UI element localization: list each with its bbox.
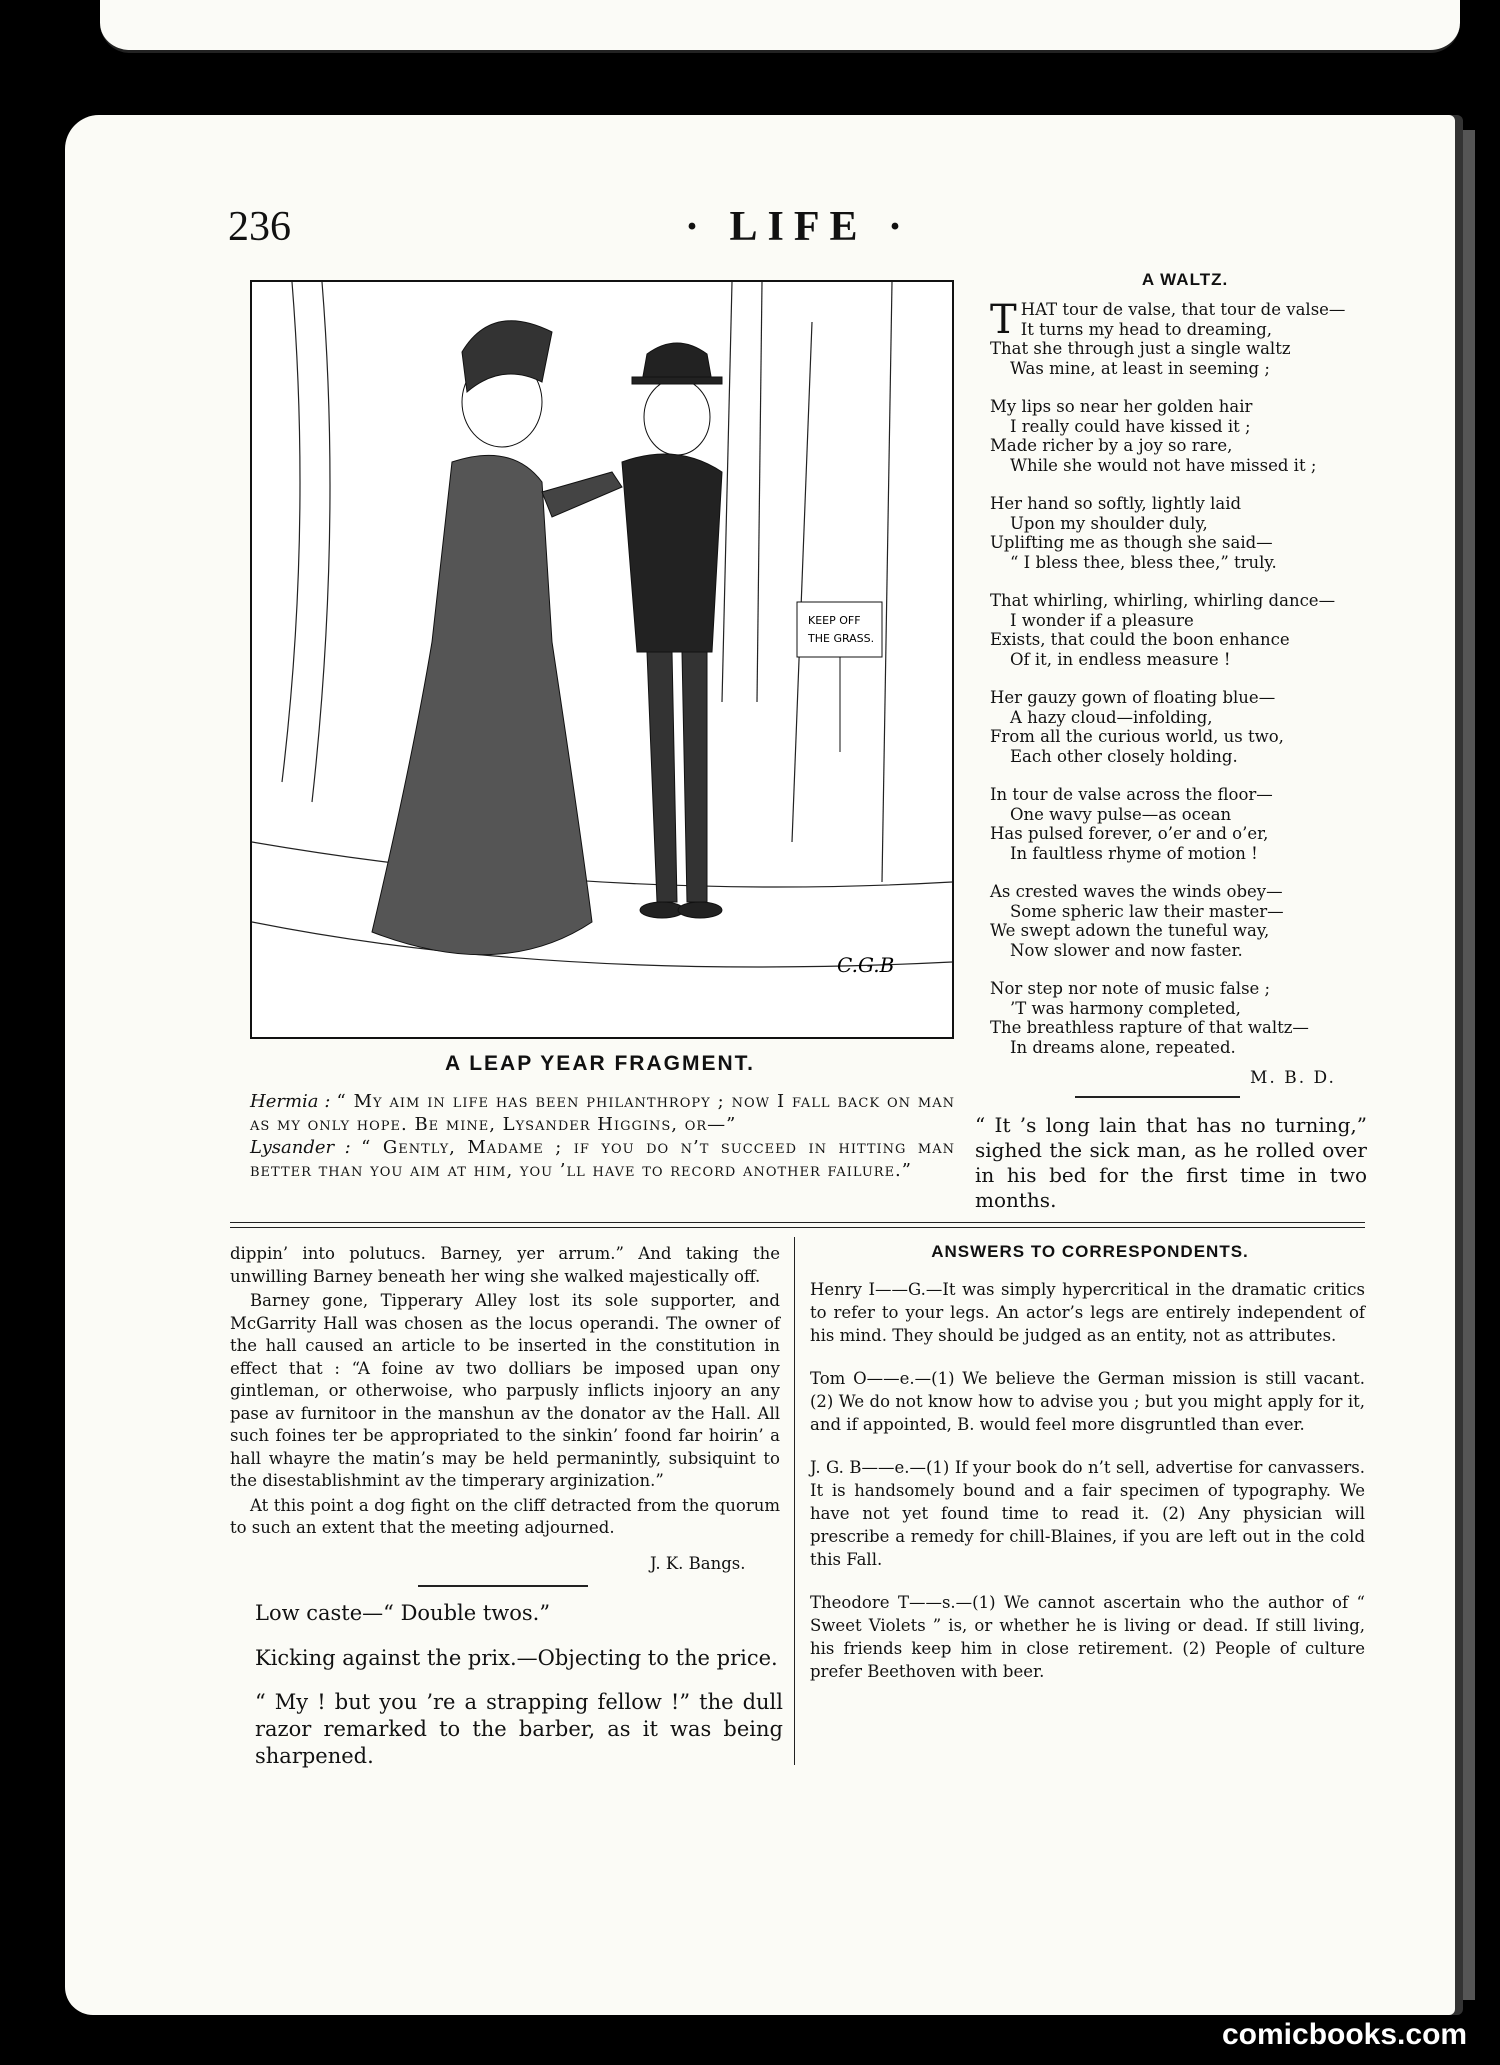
- story-paragraph: dippin’ into polutucs. Barney, yer arrum.” And taking the unwilling Barney beneath her wing she walked majestically off.: [230, 1244, 780, 1286]
- section-divider: [230, 1222, 1365, 1223]
- poem-line: Nor step nor note of music false ;: [990, 979, 1271, 998]
- cartoon-title: A LEAP YEAR FRAGMENT.: [445, 1052, 755, 1075]
- poem-line: ’T was harmony completed,: [1010, 998, 1241, 1018]
- poem-stanza: [990, 882, 1390, 960]
- keep-off-sign: [797, 602, 882, 657]
- answers-title: ANSWERS TO CORRESPONDENTS.: [931, 1242, 1249, 1261]
- poem-line: One wavy pulse—as ocean: [1010, 804, 1232, 824]
- sign-text-2: THE GRASS.: [808, 632, 875, 645]
- poem-line: In faultless rhyme of motion !: [1010, 843, 1258, 863]
- poem-title: A WALTZ.: [1141, 270, 1229, 289]
- poem-line: From all the curious world, us two,: [990, 727, 1284, 746]
- poem-line: Has pulsed forever, o’er and o’er,: [990, 824, 1269, 843]
- story-text: [230, 1243, 780, 1542]
- joke-kicking: Kicking against the prix.—Objecting to the price.: [255, 1646, 778, 1670]
- poem-line: Exists, that could the boon enhance: [990, 630, 1290, 649]
- artist-monogram: C.G.B: [837, 953, 895, 977]
- answer-item: Theodore T——s.—(1) We cannot ascertain who the author of “ Sweet Violets ” is, or whether he is living or dead. If still living, his friends keep him in close retirement. (2) People of culture prefer Beethoven with beer.: [810, 1593, 1365, 1681]
- poem-stanza: [990, 591, 1390, 669]
- poem-line: Of it, in endless measure !: [1010, 649, 1231, 669]
- hermia-speaker: Hermia :: [250, 1091, 331, 1112]
- poem-line: Her gauzy gown of floating blue—: [990, 688, 1276, 707]
- poem-line: Was mine, at least in seeming ;: [1010, 358, 1270, 378]
- poem-line: In tour de valse across the floor—: [990, 785, 1273, 804]
- poem-line: The breathless rapture of that waltz—: [990, 1018, 1309, 1037]
- page-number: 236: [228, 204, 291, 250]
- poem-line: That she through just a single waltz: [990, 339, 1291, 358]
- poem-line: While she would not have missed it ;: [1010, 455, 1317, 475]
- poem-line: It turns my head to dreaming,: [1020, 319, 1273, 339]
- poem-line: My lips so near her golden hair: [990, 397, 1253, 416]
- masthead-title: · LIFE ·: [685, 204, 913, 250]
- poem-line: I really could have kissed it ;: [1010, 416, 1251, 436]
- cartoon-caption: [250, 1090, 955, 1182]
- poem-line: Her hand so softly, lightly laid: [990, 494, 1242, 513]
- poem-line: Now slower and now faster.: [1010, 940, 1243, 960]
- poem-stanza: [990, 297, 1390, 378]
- story-paragraph: At this point a dog fight on the cliff detracted from the quorum to such an extent that the meeting adjourned.: [230, 1495, 780, 1537]
- answer-item: Henry I——G.—It was simply hypercritical in the dramatic critics to refer to your legs. An actor’s legs are entirely independent of his mind. They should be judged as an entity, not as attributes.: [810, 1280, 1365, 1345]
- joke-long-lane: “ It ’s long lain that has no turning,” sighed the sick man, as he rolled over in his bed for the first time in two months.: [975, 1113, 1367, 1212]
- joke-low-caste: Low caste—“ Double twos.”: [255, 1601, 551, 1625]
- tree-trunk: [282, 282, 300, 782]
- poem-stanza: [990, 785, 1390, 863]
- poem-dropcap: T: [990, 297, 1017, 343]
- answer-item: Tom O——e.—(1) We believe the German mission is still vacant. (2) We do not know how to advise you ; but you might apply for it, and if appointed, B. would feel more disgruntled than ever.: [810, 1369, 1365, 1434]
- poem-line: In dreams alone, repeated.: [1010, 1037, 1236, 1057]
- answers-list: [810, 1278, 1365, 1703]
- poem-line: Each other closely holding.: [1010, 746, 1238, 766]
- cartoon-illustration: [250, 280, 954, 1039]
- poem-stanza: [990, 979, 1390, 1057]
- divider: [1075, 1096, 1240, 1098]
- sign-text-1: KEEP OFF: [808, 614, 861, 627]
- poem-stanza: [990, 688, 1390, 766]
- poem-stanza: [990, 494, 1390, 572]
- poem-body: [990, 297, 1390, 1076]
- poem-line: As crested waves the winds obey—: [990, 882, 1283, 901]
- poem-line: A hazy cloud—infolding,: [1010, 707, 1213, 727]
- poem-line: HAT tour de valse, that tour de valse—: [1020, 300, 1346, 319]
- woman-figure: [372, 321, 622, 955]
- lysander-speaker: Lysander :: [250, 1137, 351, 1158]
- column-divider: [794, 1237, 795, 1765]
- section-divider: [230, 1227, 1365, 1228]
- divider: [418, 1585, 588, 1587]
- site-watermark: comicbooks.com: [1222, 2018, 1468, 2051]
- poem-line: “ I bless thee, bless thee,” truly.: [1010, 552, 1277, 572]
- hermia-line: “ My aim in life has been philanthropy ; now I fall back on man as my only hope. Be mine, Lysander Higgins, or—”: [250, 1091, 956, 1135]
- answer-item: J. G. B——e.—(1) If your book do n’t sell, advertise for canvassers. It is handsomely bound and a fair specimen of typography. We have not yet found time to read it. (2) Any physician will prescribe a remedy for chill-Blaines, if you are left out in the cold this Fall.: [810, 1458, 1365, 1569]
- previous-page-edge: [100, 0, 1460, 53]
- poem-line: We swept adown the tuneful way,: [990, 921, 1270, 940]
- poem-line: I wonder if a pleasure: [1010, 610, 1194, 630]
- poem-line: Made richer by a joy so rare,: [990, 436, 1233, 455]
- poem-line: Upon my shoulder duly,: [1010, 513, 1208, 533]
- lysander-line: “ Gently, Madame ; if you do n’t succeed in hitting man better than you aim at him, you ’ll have to record another failure.”: [250, 1137, 955, 1181]
- poem-signature: M. B. D.: [1250, 1068, 1336, 1088]
- poem-stanza: [990, 397, 1390, 475]
- page-stack-edge: [1455, 130, 1475, 2000]
- story-signature: J. K. Bangs.: [650, 1554, 746, 1573]
- cartoon-drawing: [252, 282, 952, 1037]
- man-figure: [622, 343, 722, 918]
- poem-line: That whirling, whirling, whirling dance—: [990, 591, 1336, 610]
- poem-line: Some spheric law their master—: [1010, 901, 1284, 921]
- poem-line: Uplifting me as though she said—: [990, 533, 1273, 552]
- story-paragraph: Barney gone, Tipperary Alley lost its sole supporter, and McGarrity Hall was chosen as the locus operandi. The owner of the hall caused an article to be inserted in the constitution in effect that : “A foine av two dolliars be imposed upan ony gintleman, or otherwoise, who parpusly inflicts injoory an any pase av furnitoor in the manshun av the donator av the Hall. All such foines ter be appropriated to the sinkin’ foond far hoirin’ a hall whayre the matin’s may be held permanintly, subsiquint to the disestablishmint av the timperary arginization.”: [230, 1291, 780, 1490]
- joke-razor: “ My ! but you ’re a strapping fellow !” the dull razor remarked to the barber, as it was being sharpened.: [255, 1690, 783, 1768]
